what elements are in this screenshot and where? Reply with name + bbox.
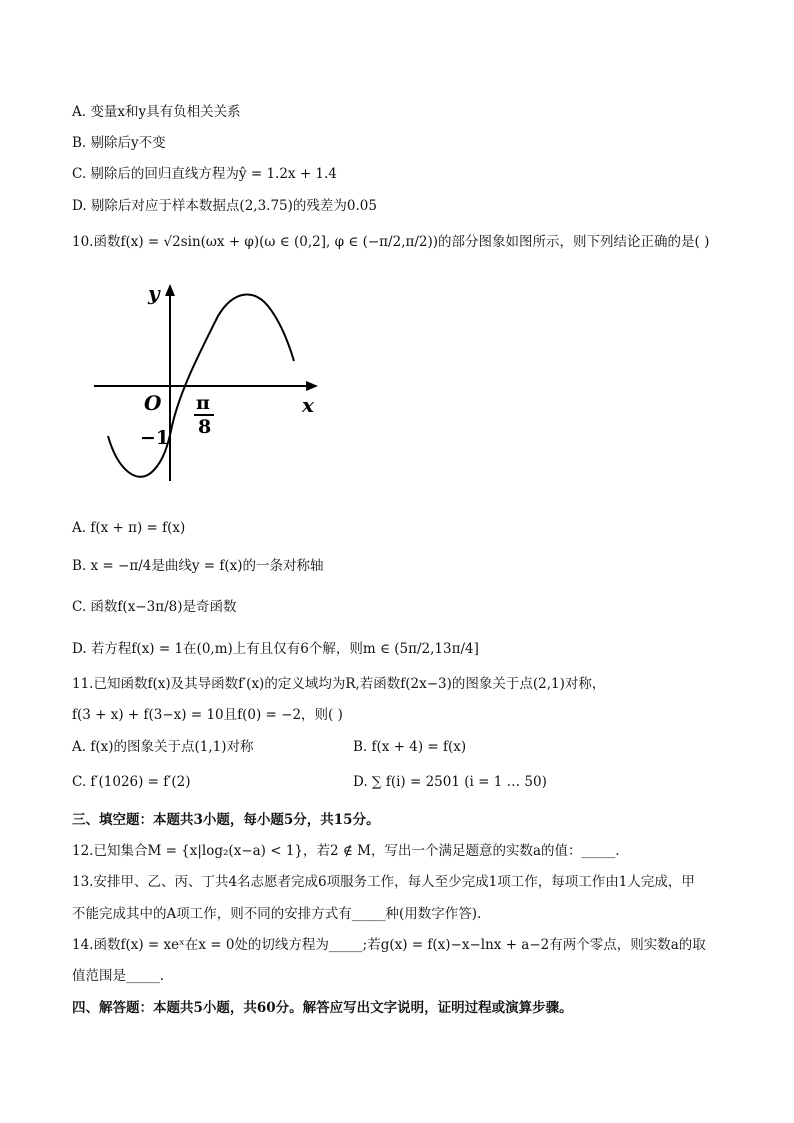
q11-option-c: C. f′(1026) = f′(2) [72, 774, 191, 790]
section-3-heading: 三、填空题：本题共3小题，每小题5分，共15分。 [72, 812, 380, 828]
q11-option-b: B. f(x + 4) = f(x) [353, 739, 467, 755]
q11-stem-line1: 11.已知函数f(x)及其导函数f′(x)的定义域均为R,若函数f(2x−3)的图象关于点(2,1)对称， [72, 676, 606, 692]
q13-line1: 13.安排甲、乙、丙、丁共4名志愿者完成6项服务工作，每人至少完成1项工作，每项工作由1人完成，甲 [72, 874, 695, 890]
q9-option-a: A. 变量x和y具有负相关关系 [72, 104, 241, 120]
q10-option-b: B. x = −π/4是曲线y = f(x)的一条对称轴 [72, 558, 324, 574]
sine-graph-figure [88, 276, 328, 491]
q10-option-a: A. f(x + π) = f(x) [72, 520, 186, 536]
q14-line2: 值范围是_____. [72, 968, 165, 984]
q12: 12.已知集合M = {x|log₂(x−a) < 1}，若2 ∉ M，写出一个满足题意的实数a的值：_____. [72, 843, 620, 859]
x-axis-label: x [302, 393, 314, 417]
q10-stem: 10.函数f(x) = √2sin(ωx + φ)(ω ∈ (0,2], φ ∈ (−π/2,π/2))的部分图象如图所示，则下列结论正确的是( ) [72, 234, 710, 250]
x-axis-arrow [306, 381, 318, 391]
q10-option-d: D. 若方程f(x) = 1在(0,m)上有且仅有6个解，则m ∈ (5π/2,13π/4] [72, 641, 479, 657]
q9-option-d: D. 剔除后对应于样本数据点(2,3.75)的残差为0.05 [72, 198, 377, 214]
q9-option-c: C. 剔除后的回归直线方程为ŷ = 1.2x + 1.4 [72, 166, 337, 182]
q11-option-d: D. ∑ f(i) = 2501 (i = 1 … 50) [353, 774, 547, 790]
y-tick-label: −1 [140, 427, 170, 449]
q11-stem-line2: f(3 + x) + f(3−x) = 10且f(0) = −2，则( ) [72, 707, 343, 723]
origin-label: O [144, 391, 162, 415]
q9-option-b: B. 剔除后y不变 [72, 135, 166, 151]
q11-option-a: A. f(x)的图象关于点(1,1)对称 [72, 739, 254, 755]
x-tick-denominator: 8 [198, 416, 212, 438]
section-4-heading: 四、解答题：本题共5小题，共60分。解答应写出文字说明，证明过程或演算步骤。 [72, 1000, 573, 1016]
q10-option-c: C. 函数f(x−3π/8)是奇函数 [72, 599, 237, 615]
y-axis-arrow [165, 284, 175, 296]
y-axis-label: y [148, 281, 160, 305]
q13-line2: 不能完成其中的A项工作，则不同的安排方式有_____种(用数字作答). [72, 906, 482, 922]
x-tick-numerator: π [196, 392, 210, 414]
q14-line1: 14.函数f(x) = xeˣ在x = 0处的切线方程为_____;若g(x) = f(x)−x−lnx + a−2有两个零点，则实数a的取 [72, 937, 706, 953]
